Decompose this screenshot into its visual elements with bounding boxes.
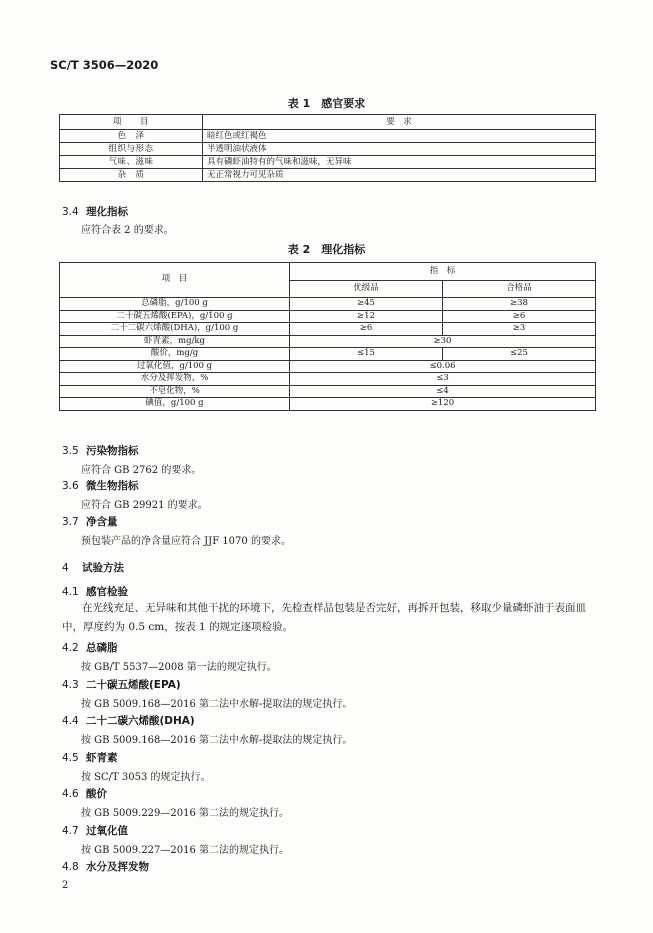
section-text: 按 GB 5009.168—2016 第二法中水解-提取法的规定执行。 [81, 699, 353, 710]
section-heading: 4.1 感官检验 [62, 586, 128, 598]
table-row [60, 310, 596, 323]
sensory-table [59, 114, 596, 182]
row-item: 总磷脂，g/100 g [60, 298, 290, 311]
col-item-header: 项 目 [60, 115, 203, 130]
table-row [60, 385, 596, 398]
row-qualified: ≤25 [443, 348, 596, 361]
row-superior: ≤15 [290, 348, 443, 361]
section-heading: 4.8 水分及挥发物 [62, 861, 149, 873]
row-item: 碘值，g/100 g [60, 398, 290, 411]
section-text: 按 GB/T 5537—2008 第一法的规定执行。 [81, 662, 277, 673]
row-item: 组织与形态 [60, 143, 203, 156]
page-number: 2 [62, 880, 69, 891]
table-row [60, 169, 596, 182]
table-row [60, 156, 596, 169]
row-superior: ≥6 [290, 323, 443, 336]
physicochemical-table [59, 262, 596, 411]
section-text: 预包装产品的净含量应符合 JJF 1070 的要求。 [81, 536, 291, 547]
col-qualified-header: 合格品 [443, 280, 596, 298]
row-item: 二十二碳六烯酸(DHA)，g/100 g [60, 323, 290, 336]
standard-code: SC/T 3506—2020 [50, 58, 159, 72]
section-heading: 4.6 酸价 [62, 788, 107, 800]
row-item: 水分及挥发物，% [60, 373, 290, 386]
row-qualified: ≥6 [443, 310, 596, 323]
table-row [60, 335, 596, 348]
table-row [60, 130, 596, 143]
section-heading: 4.2 总磷脂 [62, 642, 118, 654]
section-text: 在光线充足、无异味和其他干扰的环境下，先检查样品包装是否完好，再拆开包装，移取少量磷虾油于表面皿中，厚度约为 0.5 cm，按表 1 的规定逐项检验。 [62, 602, 586, 633]
row-qualified: ≥3 [443, 323, 596, 336]
section-text: 应符合 GB 2762 的要求。 [81, 465, 202, 476]
col-superior-header: 优级品 [290, 280, 443, 298]
table-header-row [60, 115, 596, 130]
row-merged-value: ≤0.06 [290, 360, 596, 373]
table2-caption: 表 2 理化指标 [287, 243, 366, 256]
col-req-header: 要 求 [203, 115, 596, 130]
row-merged-value: ≤3 [290, 373, 596, 386]
table-row [60, 143, 596, 156]
section-text: 按 GB 5009.229—2016 第二法的规定执行。 [81, 808, 290, 819]
row-req: 半透明油状液体 [203, 143, 596, 156]
col-index-header: 指 标 [290, 263, 596, 281]
row-qualified: ≥38 [443, 298, 596, 311]
row-merged-value: ≥30 [290, 335, 596, 348]
row-item: 杂 质 [60, 169, 203, 182]
col-item-header: 项 目 [60, 263, 290, 298]
section-heading: 4.7 过氧化值 [62, 825, 128, 837]
row-req: 具有磷虾油特有的气味和滋味，无异味 [203, 156, 596, 169]
row-item: 酸价，mg/g [60, 348, 290, 361]
row-superior: ≥45 [290, 298, 443, 311]
row-req: 无正常视力可见杂质 [203, 169, 596, 182]
section-text: 按 GB 5009.168—2016 第二法中水解-提取法的规定执行。 [81, 735, 353, 746]
table-row [60, 360, 596, 373]
row-item: 气味、滋味 [60, 156, 203, 169]
row-merged-value: ≤4 [290, 385, 596, 398]
row-req: 暗红色或红褐色 [203, 130, 596, 143]
section-heading: 4.4 二十二碳六烯酸(DHA) [62, 715, 195, 727]
section-heading: 3.7 净含量 [62, 516, 118, 528]
row-item: 过氧化值，g/100 g [60, 360, 290, 373]
chapter-heading: 4 试验方法 [62, 562, 124, 574]
section-text: 按 SC/T 3053 的规定执行。 [81, 772, 211, 783]
row-item: 虾青素，mg/kg [60, 335, 290, 348]
row-item: 不皂化物，% [60, 385, 290, 398]
row-superior: ≥12 [290, 310, 443, 323]
table-row [60, 348, 596, 361]
table-row [60, 323, 596, 336]
row-item: 色 泽 [60, 130, 203, 143]
row-item: 二十碳五烯酸(EPA)，g/100 g [60, 310, 290, 323]
section-heading: 3.5 污染物指标 [62, 445, 139, 457]
section-text: 应符合 GB 29921 的要求。 [81, 500, 208, 511]
section-heading: 3.6 微生物指标 [62, 480, 139, 492]
table-row [60, 373, 596, 386]
table-row [60, 398, 596, 411]
table1-caption: 表 1 感官要求 [287, 97, 366, 110]
table-row [60, 298, 596, 311]
section-heading: 3.4 理化指标 [62, 206, 128, 218]
row-merged-value: ≥120 [290, 398, 596, 411]
table-header-row [60, 263, 596, 281]
section-heading: 4.3 二十碳五烯酸(EPA) [62, 679, 181, 691]
section-heading: 4.5 虾青素 [62, 752, 118, 764]
section-text: 应符合表 2 的要求。 [81, 225, 174, 236]
section-text: 按 GB 5009.227—2016 第二法的规定执行。 [81, 845, 290, 856]
